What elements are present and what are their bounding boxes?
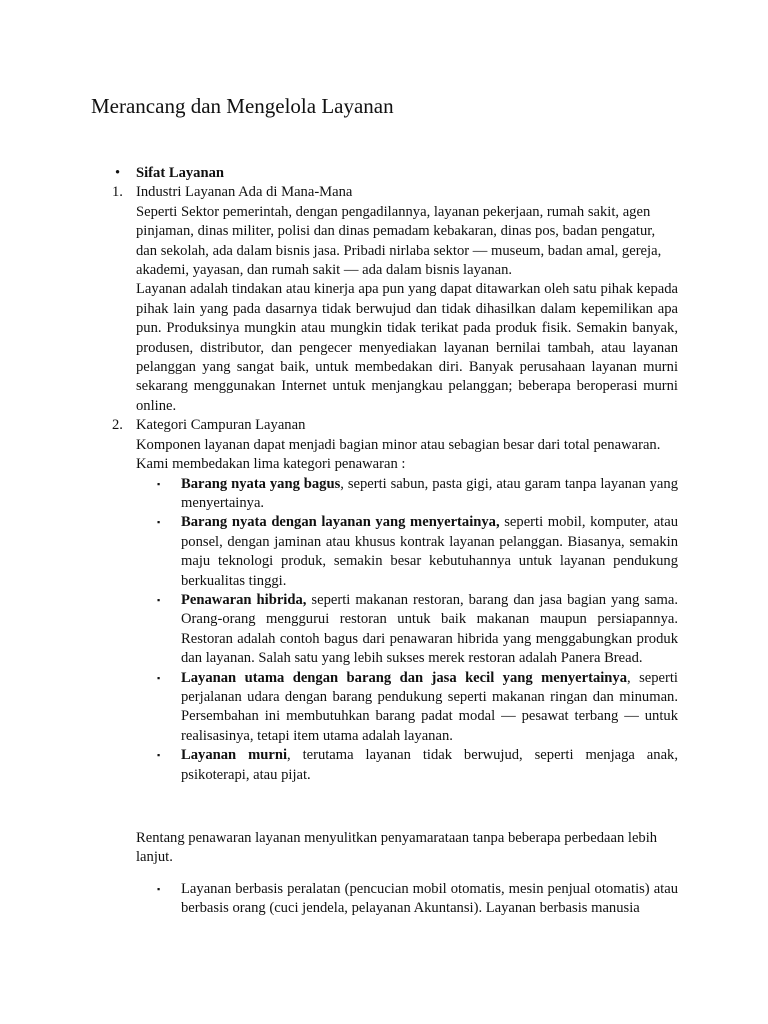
- category-description: , terutama layanan tidak berwujud, seperti menjaga anak, psikoterapi, atau pijat.: [181, 747, 678, 783]
- category-description: seperti makanan restoran, barang dan jasa bagian yang sama. Orang-orang menggurui restoran untuk baik makanan maupun persiapannya. Restoran adalah contoh bagus dari penawaran hibrida yang menggabungkan produk dan layanan. Salah satu yang lebih sukses merek restoran adalah Panera Bread.: [181, 591, 678, 667]
- square-bullet-icon: ▪: [157, 478, 161, 489]
- square-bullet-icon: ▪: [157, 883, 161, 894]
- closing-paragraph: Rentang penawaran layanan menyulitkan penyamarataan tanpa beberapa perbedaan lebih lanjut.: [136, 830, 658, 866]
- section-heading-item: [0, 164, 678, 183]
- category-term: Barang nyata yang bagus: [181, 475, 341, 492]
- list-number: 1.: [112, 184, 123, 201]
- final-bullet-item: [0, 880, 678, 919]
- paragraph: Seperti Sektor pemerintah, dengan pengadilannya, layanan pekerjaan, rumah sakit, agen pinjaman, dinas militer, polisi dan dinas pemadam kebakaran, dinas pos, badan pengatur, dan sekolah, ada dalam bisnis jasa. Pribadi nirlaba sektor — museum, badan amal, gereja, akademi, yayasan, dan rumah sakit — ada dalam bisnis layanan.: [136, 203, 662, 279]
- paragraph: Layanan adalah tindakan atau kinerja apa pun yang dapat ditawarkan oleh satu pihak kepada pihak lain yang pada dasarnya tidak berwujud dan tidak dihasilkan dalam kepemilikan apa pun. Produksinya mungkin atau mungkin tidak terikat pada produk fisik. Semakin banyak, produsen, distributor, dan pengecer menyediakan layanan bernilai tambah, atau layanan pelanggan yang sangat baik, untuk membedakan diri. Banyak perusahaan layanan murni sekarang menggunakan Internet untuk menjangkau pelanggan; beberapa beroperasi murni online.: [136, 281, 678, 414]
- category-term: Layanan utama dengan barang dan jasa kecil yang menyertainya: [181, 669, 628, 686]
- category-item: [0, 475, 678, 514]
- category-term: Barang nyata dengan layanan yang menyertainya,: [181, 514, 500, 531]
- square-bullet-icon: ▪: [157, 517, 161, 528]
- final-bullet-text: Layanan berbasis peralatan (pencucian mobil otomatis, mesin penjual otomatis) atau berbasis orang (cuci jendela, pelayanan Akuntansi). Layanan berbasis manusia: [181, 880, 678, 917]
- list-item-2: [0, 416, 678, 435]
- list-number: 2.: [112, 417, 123, 434]
- category-description: seperti mobil, komputer, atau ponsel, dengan jaminan atau khusus kontrak layanan pelanggan. Biasanya, semakin maju teknologi produk, semakin besar kebutuhannya untuk layanan pendukung berkualitas tinggi.: [181, 514, 678, 589]
- paragraph: Kami membedakan lima kategori penawaran :: [136, 456, 406, 473]
- list-item-heading: Kategori Campuran Layanan: [136, 417, 306, 434]
- category-item: [0, 669, 678, 747]
- bullet-icon: •: [115, 165, 121, 181]
- square-bullet-icon: ▪: [157, 672, 161, 683]
- category-term: Penawaran hibrida,: [181, 591, 307, 608]
- document-body: [0, 164, 768, 919]
- paragraph: Komponen layanan dapat menjadi bagian minor atau sebagian besar dari total penawaran.: [136, 436, 661, 453]
- list-item-heading: Industri Layanan Ada di Mana-Mana: [136, 184, 353, 201]
- category-item: [0, 591, 678, 669]
- category-item: [0, 746, 678, 785]
- section-heading: Sifat Layanan: [136, 165, 224, 181]
- category-term: Layanan murni: [181, 747, 287, 764]
- category-item: [0, 513, 678, 591]
- category-description: , seperti perjalanan udara dengan barang pendukung seperti makanan ringan dan minuman. Persembahan ini membutuhkan barang padat modal — pesawat terbang — untuk realisasinya, tetapi item utama adalah layanan.: [181, 669, 678, 744]
- square-bullet-icon: ▪: [157, 750, 161, 761]
- list-item-1: [0, 183, 678, 202]
- document-title: Merancang dan Mengelola Layanan: [91, 94, 394, 118]
- square-bullet-icon: ▪: [157, 594, 161, 605]
- category-description: , seperti sabun, pasta gigi, atau garam tanpa layanan yang menyertainya.: [181, 475, 678, 511]
